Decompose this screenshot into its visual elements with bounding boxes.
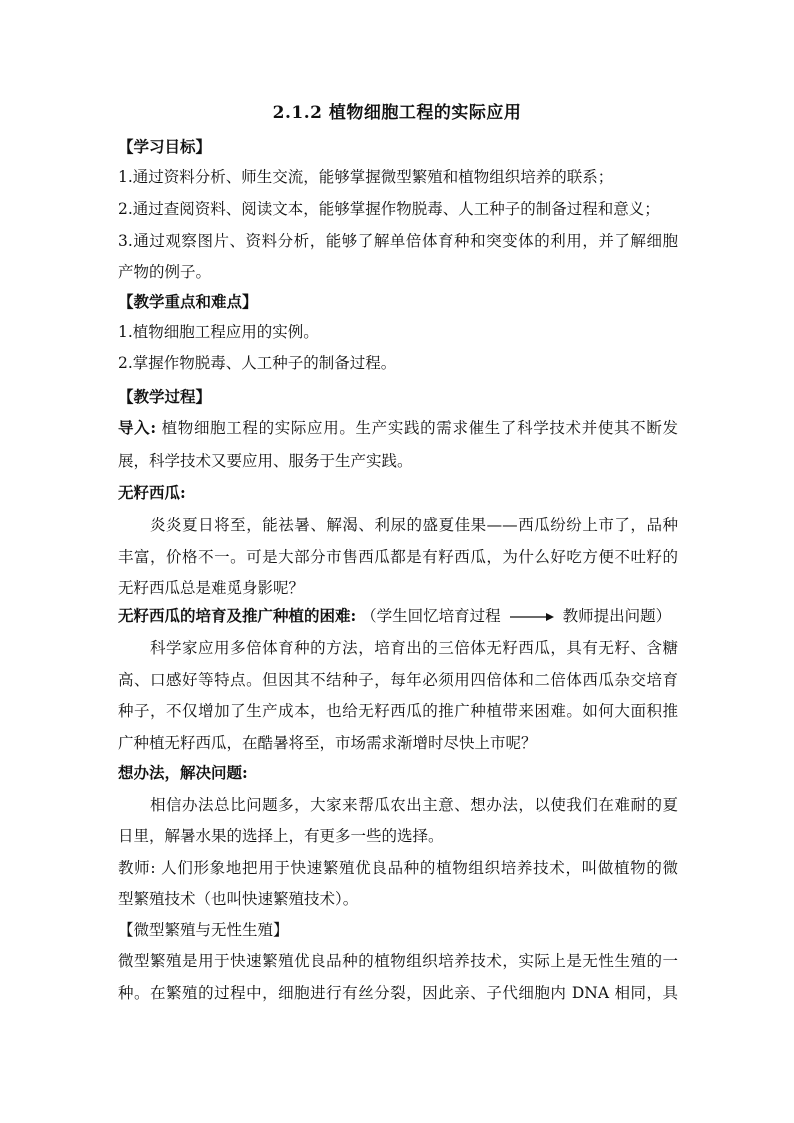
- para-4-line-1: 微型繁殖是用于快速繁殖优良品种的植物组织培养技术，实际上是无性生殖的一: [118, 952, 678, 970]
- seedless-heading: 无籽西瓜:: [118, 483, 186, 502]
- para-4-line-2: 种。在繁殖的过程中，细胞进行有丝分裂，因此亲、子代细胞内 DNA 相同，具: [118, 984, 678, 1002]
- solve-heading: 想办法，解决问题:: [118, 763, 248, 782]
- section-heading-objectives: 【学习目标】: [118, 137, 212, 156]
- para-1-line-3: 无籽西瓜总是难觅身影呢？: [118, 579, 305, 597]
- intro-text: 植物细胞工程的实际应用。生产实践的需求催生了科学技术并使其不断发: [156, 419, 678, 437]
- difficulty-note-end: 教师提出问题）: [562, 607, 672, 625]
- arrow-right-icon: [510, 612, 554, 622]
- para-3-line-1: 相信办法总比问题多，大家来帮瓜农出主意、想办法，以使我们在难耐的夏: [150, 796, 678, 814]
- difficulty-note-start: （学生回忆培育过程: [361, 607, 501, 625]
- objective-3-line-2: 产物的例子。: [118, 263, 212, 281]
- intro-line-2: 展，科学技术又要应用、服务于生产实践。: [118, 452, 413, 470]
- keypoint-2: 2.掌握作物脱毒、人工种子的制备过程。: [118, 354, 397, 372]
- section-heading-micropropagation: 【微型繁殖与无性生殖】: [118, 921, 289, 939]
- para-1-line-1: 炎炎夏日将至，能祛暑、解渴、利尿的盛夏佳果——西瓜纷纷上市了，品种: [150, 516, 678, 534]
- para-3-line-2: 日里，解暑水果的选择上，有更多一些的选择。: [118, 827, 444, 845]
- section-heading-keypoints: 【教学重点和难点】: [118, 292, 258, 311]
- intro-line-1: [118, 418, 678, 438]
- intro-label: 导入:: [118, 418, 157, 437]
- difficulty-heading: 无籽西瓜的培育及推广种植的困难:: [118, 606, 357, 625]
- section-heading-process: 【教学过程】: [118, 387, 212, 406]
- para-2-line-2: 高、口感好等特点。但因其不结种子，每年必须用四倍体和二倍体西瓜杂交培育: [118, 671, 678, 689]
- keypoint-1: 1.植物细胞工程应用的实例。: [118, 323, 319, 341]
- teacher-line-1: 教师: 人们形象地把用于快速繁殖优良品种的植物组织培养技术，叫做植物的微: [118, 859, 678, 877]
- para-2-line-4: 广种植无籽西瓜，在酷暑将至，市场需求渐增时尽快上市呢？: [118, 734, 537, 752]
- objective-2: 2.通过查阅资料、阅读文本，能够掌握作物脱毒、人工种子的制备过程和意义；: [118, 200, 660, 218]
- para-2-line-3: 种子，不仅增加了生产成本，也给无籽西瓜的推广种植带来困难。如何大面积推: [118, 702, 678, 720]
- teacher-line-2: 型繁殖技术（也叫快速繁殖技术）。: [118, 890, 359, 908]
- para-2-line-1: 科学家应用多倍体育种的方法，培育出的三倍体无籽西瓜，具有无籽、含糖: [150, 639, 678, 657]
- difficulty-line: [118, 606, 678, 626]
- objective-1: 1.通过资料分析、师生交流，能够掌握微型繁殖和植物组织培养的联系；: [118, 168, 614, 186]
- para-1-line-2: 丰富，价格不一。可是大部分市售西瓜都是有籽西瓜，为什么好吃方便不吐籽的: [118, 548, 678, 566]
- objective-3-line-1: 3.通过观察图片、资料分析，能够了解单倍体育种和突变体的利用，并了解细胞: [118, 232, 678, 250]
- page-title: 2.1.2 植物细胞工程的实际应用: [272, 103, 522, 123]
